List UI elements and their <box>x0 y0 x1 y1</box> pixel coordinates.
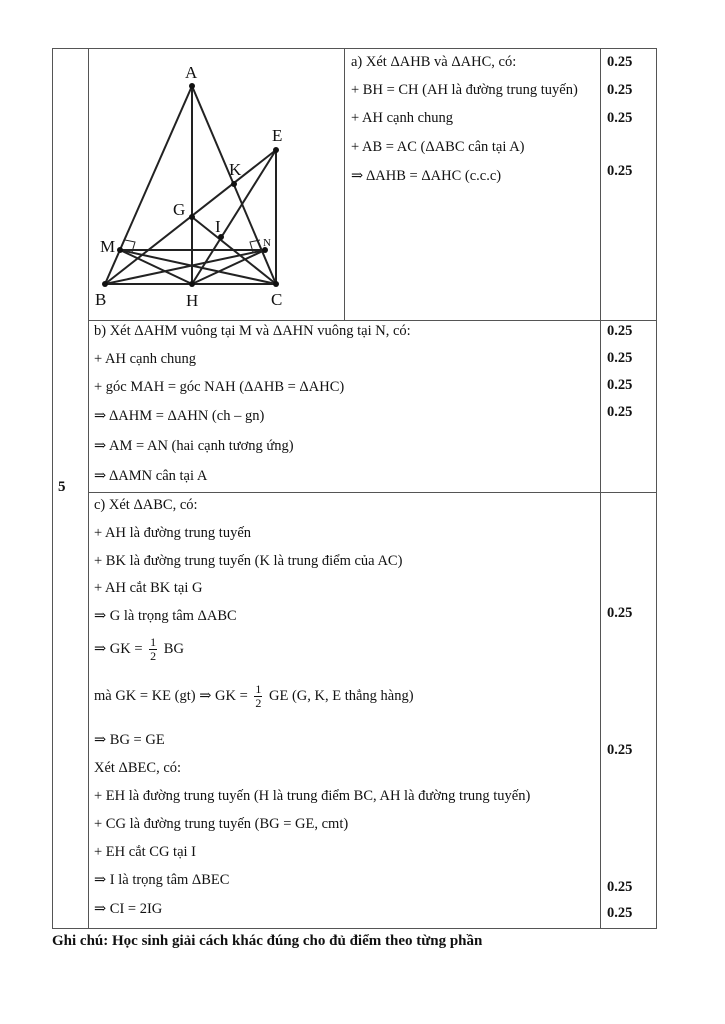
part-a-score-1: 0.25 <box>607 54 633 70</box>
part-a-line-2: + BH = CH (AH là đường trung tuyến) <box>351 82 578 98</box>
ma-fraction-num: 1 <box>255 682 262 696</box>
part-c-line-5: ⇒ G là trọng tâm ΔABC <box>94 608 237 624</box>
col-divider-2 <box>600 48 601 929</box>
label-C: C <box>271 290 283 309</box>
part-c-score-2: 0.25 <box>607 742 633 758</box>
label-M: M <box>100 237 116 256</box>
gk-right: BG <box>163 640 184 657</box>
part-c-score-1: 0.25 <box>607 605 633 621</box>
part-a-line-4: + AB = AC (ΔABC cân tại A) <box>351 139 525 155</box>
row-divider-2 <box>88 492 657 493</box>
part-a-line-5: ⇒ ΔAHB = ΔAHC (c.c.c) <box>351 168 502 184</box>
part-b-line-3: + góc MAH = góc NAH (ΔAHB = ΔAHC) <box>94 379 345 395</box>
footer-note: Ghi chú: Học sinh giải cách khác đúng cho đủ điểm theo từng phần <box>52 933 483 949</box>
col-divider-1 <box>88 48 89 929</box>
part-b-line-5: ⇒ AM = AN (hai cạnh tương ứng) <box>94 438 294 454</box>
part-a-score-3: 0.25 <box>607 110 633 126</box>
part-c-line-12: + EH cắt CG tại I <box>94 844 196 860</box>
part-a-line-1: a) Xét ΔAHB và ΔAHC, có: <box>351 54 517 70</box>
part-b-score-4: 0.25 <box>607 404 633 420</box>
part-a-score-2: 0.25 <box>607 82 633 98</box>
part-b-score-1: 0.25 <box>607 323 633 339</box>
label-G: G <box>173 200 186 219</box>
ma-fraction <box>254 683 262 710</box>
part-a-score-4: 0.25 <box>607 163 633 179</box>
part-b-score-3: 0.25 <box>607 377 633 393</box>
part-c-line-1: c) Xét ΔABC, có: <box>94 497 198 513</box>
label-A: A <box>185 63 198 82</box>
part-c-line-8: ⇒ BG = GE <box>94 732 165 748</box>
part-b-line-4: ⇒ ΔAHM = ΔAHN (ch – gn) <box>94 408 265 424</box>
ma-fraction-den: 2 <box>255 696 262 710</box>
figure-divider <box>344 48 345 320</box>
label-K: K <box>229 160 242 179</box>
part-c-line-9: Xét ΔBEC, có: <box>94 760 182 776</box>
part-c-line-11: + CG là đường trung tuyến (BG = GE, cmt) <box>94 816 349 832</box>
label-I: I <box>215 217 221 236</box>
part-c-line-10: + EH là đường trung tuyến (H là trung điểm BC, AH là đường trung tuyến) <box>94 788 531 804</box>
gk-left: ⇒ GK = <box>94 640 143 657</box>
gk-fraction-num: 1 <box>150 635 157 649</box>
ma-right: GE (G, K, E thẳng hàng) <box>269 687 414 704</box>
part-b-line-2: + AH cạnh chung <box>94 351 197 367</box>
part-b-score-2: 0.25 <box>607 350 633 366</box>
part-c-line-4: + AH cắt BK tại G <box>94 580 203 596</box>
label-B: B <box>95 290 107 309</box>
gk-fraction <box>149 636 157 663</box>
part-c-line-13: ⇒ I là trọng tâm ΔBEC <box>94 872 230 888</box>
part-c-line-2: + AH là đường trung tuyến <box>94 525 252 541</box>
part-c-score-4: 0.25 <box>607 905 633 921</box>
ma-equation <box>94 683 414 710</box>
question-number: 5 <box>58 479 66 495</box>
part-c-line-14: ⇒ CI = 2IG <box>94 901 163 917</box>
triangle-figure <box>95 52 335 314</box>
part-b-line-6: ⇒ ΔAMN cân tại A <box>94 468 208 484</box>
part-a-line-3: + AH cạnh chung <box>351 110 454 126</box>
label-H: H <box>186 291 199 310</box>
part-c-line-3: + BK là đường trung tuyến (K là trung điểm của AC) <box>94 553 403 569</box>
gk-fraction-den: 2 <box>150 649 157 663</box>
row-divider-1 <box>88 320 657 321</box>
ma-left: mà GK = KE (gt) ⇒ GK = <box>94 687 248 704</box>
part-c-score-3: 0.25 <box>607 879 633 895</box>
gk-equation <box>94 636 184 663</box>
label-E: E <box>272 126 283 145</box>
part-b-line-1: b) Xét ΔAHM vuông tại M và ΔAHN vuông tại N, có: <box>94 323 411 339</box>
label-N: N <box>263 237 271 249</box>
